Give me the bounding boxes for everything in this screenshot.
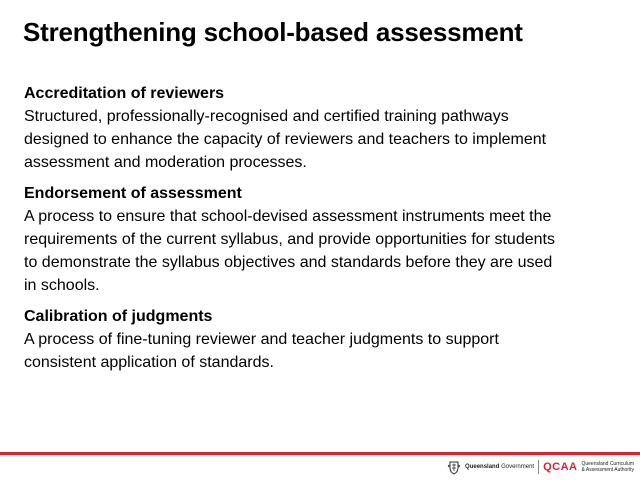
body-line: A process of fine-tuning reviewer and teacher judgments to support <box>24 331 499 348</box>
body-line: to demonstrate the syllabus objectives and standards before they are used <box>24 254 553 271</box>
qcaa-line: Queensland Curriculum <box>581 461 634 467</box>
section-heading: Accreditation of reviewers <box>24 85 225 102</box>
body-line: A process to ensure that school-devised assessment instruments meet the <box>24 208 552 225</box>
logo-divider <box>538 460 539 474</box>
queensland-government-logo <box>465 464 534 470</box>
footer-logos <box>447 458 634 476</box>
section-body <box>24 205 624 297</box>
slide-title: Strengthening school-based assessment <box>23 17 523 47</box>
body-line: Structured, professionally-recognised and certified training pathways <box>24 108 509 125</box>
body-line: assessment and moderation processes. <box>24 154 307 171</box>
section-body <box>24 328 624 374</box>
section-heading: Calibration of judgments <box>24 308 213 325</box>
qld-name: Queensland <box>465 464 500 470</box>
qcaa-line: & Assessment Authority <box>581 467 634 473</box>
body-line: requirements of the current syllabus, and provide opportunities for students <box>24 231 555 248</box>
body-line: designed to enhance the capacity of reviewers and teachers to implement <box>24 131 547 148</box>
body-line: in schools. <box>24 277 100 294</box>
qld-suffix: Government <box>501 464 535 470</box>
section-heading: Endorsement of assessment <box>24 185 242 202</box>
section-calibration <box>24 306 624 374</box>
body-line: consistent application of standards. <box>24 354 274 371</box>
qcaa-name <box>581 461 634 473</box>
footer-rule <box>0 452 640 455</box>
section-endorsement <box>24 183 624 297</box>
slide-content <box>24 83 624 383</box>
qcaa-logo: QCAA <box>543 461 578 473</box>
section-body <box>24 105 624 174</box>
section-accreditation <box>24 83 624 174</box>
queensland-crest-icon <box>447 460 461 475</box>
